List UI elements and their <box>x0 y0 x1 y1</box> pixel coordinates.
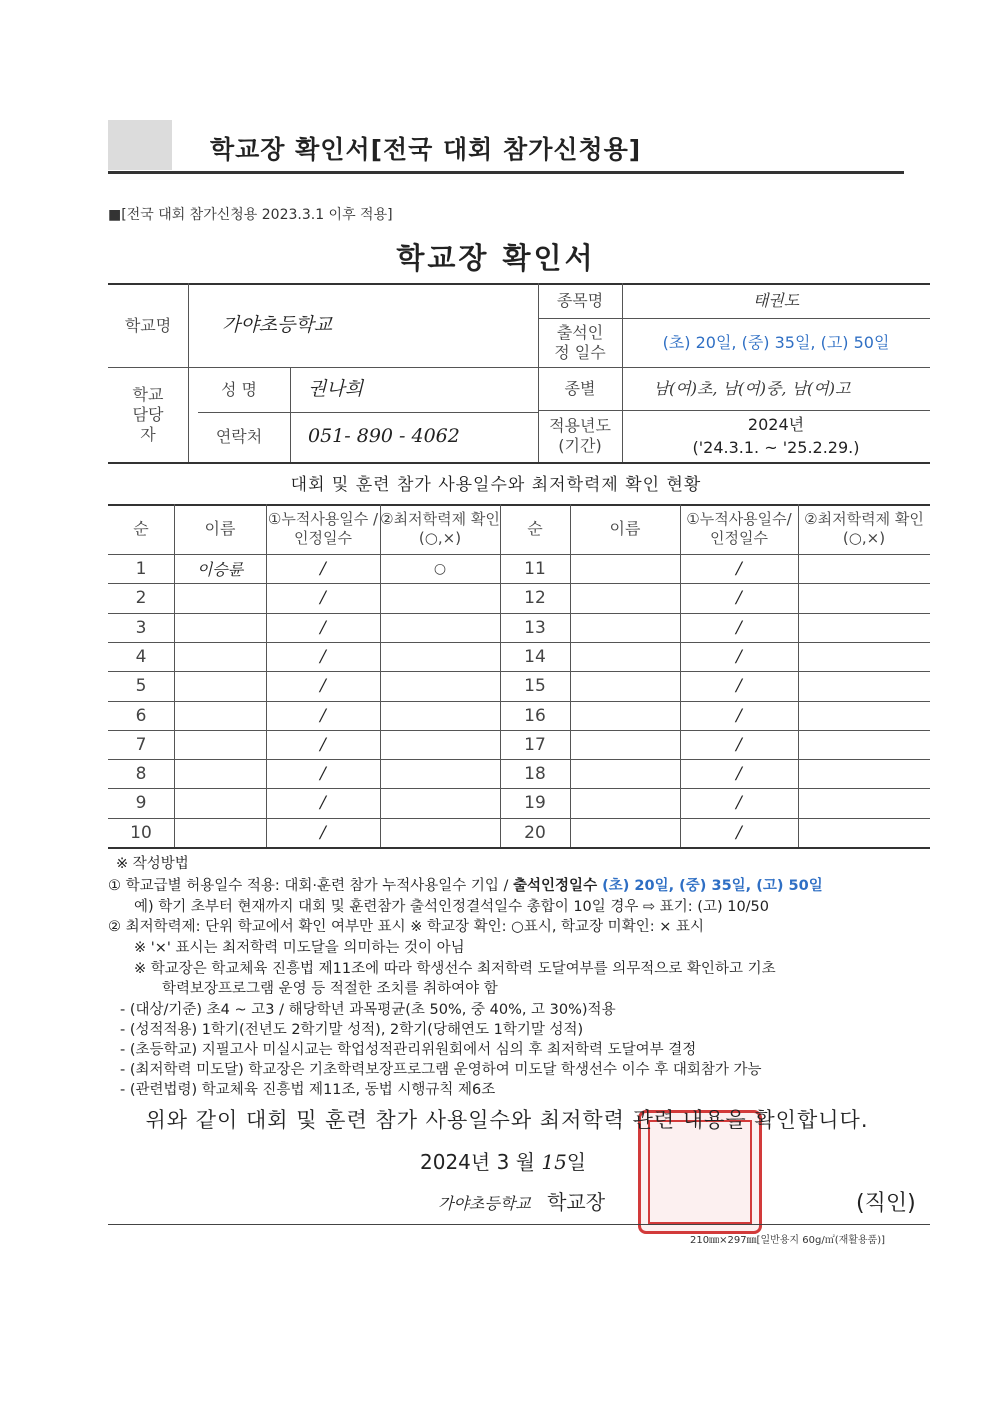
row-no-left: 4 <box>135 646 147 667</box>
contact-value: 051- 890 - 4062 <box>308 425 460 448</box>
info-vline <box>188 283 189 367</box>
row-check-right <box>798 819 930 848</box>
row-name-left <box>174 584 266 613</box>
attendance-days-value: (초) 20일, (중) 35일, (고) 50일 <box>662 332 890 352</box>
row-days-right: / <box>736 617 742 638</box>
info-bottom-border <box>108 462 930 464</box>
document-title: 학교장 확인서 <box>396 241 596 275</box>
category-label: 종별 <box>564 379 596 398</box>
row-name-left <box>174 760 266 789</box>
row-name-right <box>570 819 680 848</box>
row-days-right: / <box>736 646 742 667</box>
header-name-left: 이름 <box>204 519 236 538</box>
row-no-left: 8 <box>135 764 147 785</box>
row-name-left <box>174 731 266 760</box>
row-name-right <box>570 760 680 789</box>
closing-statement: 위와 같이 대회 및 훈련 참가 사용일수와 최저학력 관련 내용을 확인합니다. <box>145 1108 869 1132</box>
row-name-right <box>570 702 680 731</box>
manager-name-value: 권나희 <box>308 378 364 401</box>
instructions-title: ※ 작성방법 <box>116 856 189 872</box>
row-days-right: / <box>736 822 742 843</box>
row-check-right <box>798 584 930 613</box>
row-no-left: 6 <box>135 705 147 726</box>
school-manager-label: 학교 담당자 <box>132 385 164 444</box>
row-no-right: 17 <box>524 734 546 755</box>
row-days-left: / <box>320 705 326 726</box>
row-check-right <box>798 643 930 672</box>
year-value: 2024년 <box>747 415 805 434</box>
section-title: 대회 및 훈련 참가 사용일수와 최저학력제 확인 현황 <box>290 475 702 495</box>
row-days-left: / <box>320 822 326 843</box>
row-no-right: 20 <box>524 822 546 843</box>
row-days-right: / <box>736 734 742 755</box>
row-name-right <box>570 555 680 584</box>
header-rule <box>108 171 904 174</box>
row-check-right <box>798 672 930 701</box>
signature-line <box>438 1186 605 1215</box>
row-days-left: / <box>320 646 326 667</box>
header-check-right: ②최저학력제 확인(○,×) <box>804 510 924 547</box>
row-name-left <box>174 789 266 818</box>
row-days-right: / <box>736 793 742 814</box>
row-days-right: / <box>736 676 742 697</box>
seal-label: (직인) <box>856 1191 916 1216</box>
row-name-right <box>570 731 680 760</box>
row-check-left <box>380 731 500 760</box>
row-days-left: / <box>320 617 326 638</box>
row-check-left <box>380 584 500 613</box>
paper-spec-note: 210㎜×297㎜[일반용지 60g/㎡(재활용품)] <box>690 1235 886 1246</box>
row-days-left: / <box>320 764 326 785</box>
header-title: 학교장 확인서[전국 대회 참가신청용] <box>210 135 642 164</box>
row-no-right: 15 <box>524 676 546 697</box>
row-no-right: 19 <box>524 793 546 814</box>
instruction-1-bold: 출석인정일수 <box>513 878 603 894</box>
row-check-left: ○ <box>433 560 447 577</box>
row-check-left <box>380 789 500 818</box>
header-no-right: 순 <box>527 519 543 538</box>
row-days-left: / <box>320 734 326 755</box>
row-name-left <box>174 702 266 731</box>
date-day: 15 <box>541 1150 567 1174</box>
instruction-2: ② 최저학력제: 단위 학교에서 확인 여부만 표시 ※ 학교장 확인: ○표시, 학교장 미확인: × 표시 <box>108 919 704 935</box>
year-label: 적용년도 (기간) <box>549 416 611 455</box>
row-no-right: 18 <box>524 764 546 785</box>
row-no-left: 1 <box>135 559 147 580</box>
instruction-1-text: ① 학교급별 허용일수 적용: 대회·훈련 참가 누적사용일수 기입 / <box>108 878 514 894</box>
header-days-left: ①누적사용일수 /인정일수 <box>267 510 379 547</box>
header-name-right: 이름 <box>609 519 641 538</box>
row-check-right <box>798 789 930 818</box>
footer-rule <box>108 1224 930 1225</box>
detail-2: - (성적적용) 1학기(전년도 2학기말 성적), 2학기(당해연도 1학기말 성적) <box>120 1022 584 1038</box>
date-day-unit: 일 <box>566 1150 587 1174</box>
row-name-right <box>570 614 680 643</box>
row-name-right <box>570 584 680 613</box>
row-name-right <box>570 789 680 818</box>
contact-label: 연락처 <box>215 427 263 446</box>
signature-role: 학교장 <box>547 1190 606 1214</box>
row-no-right: 16 <box>524 705 546 726</box>
instruction-3: ※ '×' 표시는 최저학력 미도달을 의미하는 것이 아님 <box>134 940 465 956</box>
manager-name-label: 성 명 <box>221 380 257 399</box>
header-block <box>108 120 172 170</box>
instruction-1 <box>108 874 823 895</box>
row-name-left <box>174 614 266 643</box>
row-check-right <box>798 614 930 643</box>
header-check-left: ②최저학력제 확인(○,×) <box>380 510 500 547</box>
date-month: 3 월 <box>496 1150 535 1174</box>
row-no-left: 5 <box>135 676 147 697</box>
instruction-4: ※ 학교장은 학교체육 진흥법 제11조에 따라 학생선수 최저학력 도달여부를 의무적으로 확인하고 기초 <box>134 961 776 977</box>
school-name-label: 학교명 <box>124 315 172 335</box>
row-no-left: 10 <box>130 822 152 843</box>
row-check-left <box>380 614 500 643</box>
sport-value: 태권도 <box>752 291 800 310</box>
row-days-right: / <box>736 764 742 785</box>
row-no-right: 14 <box>524 646 546 667</box>
seal-inner-border <box>648 1120 752 1224</box>
row-days-left: / <box>320 588 326 609</box>
confirmation-date <box>420 1146 586 1175</box>
row-days-left: / <box>320 559 326 580</box>
row-name-left: 이승륜 <box>196 559 244 579</box>
row-name-left <box>174 643 266 672</box>
row-name-right <box>570 672 680 701</box>
row-check-left <box>380 672 500 701</box>
row-check-right <box>798 760 930 789</box>
row-days-left: / <box>320 676 326 697</box>
row-check-left <box>380 643 500 672</box>
school-name-value: 가야초등학교 <box>222 313 333 336</box>
row-no-right: 11 <box>524 559 546 580</box>
row-no-right: 12 <box>524 588 546 609</box>
row-name-left <box>174 819 266 848</box>
year-period: ('24.3.1. ~ '25.2.29.) <box>692 438 860 457</box>
row-days-right: / <box>736 588 742 609</box>
header-no-left: 순 <box>133 519 149 538</box>
instruction-1-example: 예) 학기 초부터 현재까지 대회 및 훈련참가 출석인정결석일수 총합이 10일 경우 ⇨ 표기: (고) 10/50 <box>134 899 770 915</box>
row-check-right <box>798 731 930 760</box>
row-no-left: 3 <box>135 617 147 638</box>
sport-label: 종목명 <box>556 291 604 310</box>
detail-1: - (대상/기준) 초4 ~ 고3 / 해당학년 과목평균(초 50%, 중 40%, 고 30%)적용 <box>120 1002 616 1018</box>
row-days-right: / <box>736 705 742 726</box>
signature-school: 가야초등학교 <box>438 1194 531 1213</box>
date-year: 2024년 <box>420 1150 491 1174</box>
applicability-note: ■[전국 대회 참가신청용 2023.3.1 이후 적용] <box>108 207 393 223</box>
row-name-left <box>174 672 266 701</box>
row-check-left <box>380 819 500 848</box>
row-days-right: / <box>736 559 742 580</box>
row-no-left: 7 <box>135 734 147 755</box>
detail-3: - (초등학교) 지필고사 미실시교는 학업성적관리위원회에서 심의 후 최저학력 도달여부 결정 <box>120 1042 697 1058</box>
instruction-1-days: (초) 20일, (중) 35일, (고) 50일 <box>602 878 823 894</box>
row-check-left <box>380 702 500 731</box>
row-check-left <box>380 760 500 789</box>
row-days-left: / <box>320 793 326 814</box>
instruction-4b: 학력보장프로그램 운영 등 적절한 조치를 취하여야 함 <box>162 981 498 997</box>
row-no-left: 9 <box>135 793 147 814</box>
row-check-right <box>798 702 930 731</box>
row-name-right <box>570 643 680 672</box>
row-no-left: 2 <box>135 588 147 609</box>
attendance-days-label: 출석인정 일수 <box>554 322 606 362</box>
row-check-right <box>798 555 930 584</box>
detail-5: - (관련법령) 학교체육 진흥법 제11조, 동법 시행규칙 제6조 <box>120 1082 496 1098</box>
detail-4: - (최저학력 미도달) 학교장은 기초학력보장프로그램 운영하여 미도달 학생선수 이수 후 대회참가 가능 <box>120 1062 762 1078</box>
category-value: 남(여)초, 남(여)중, 남(여)고 <box>653 379 851 398</box>
header-days-right: ①누적사용일수/ 인정일수 <box>686 510 792 547</box>
row-no-right: 13 <box>524 617 546 638</box>
